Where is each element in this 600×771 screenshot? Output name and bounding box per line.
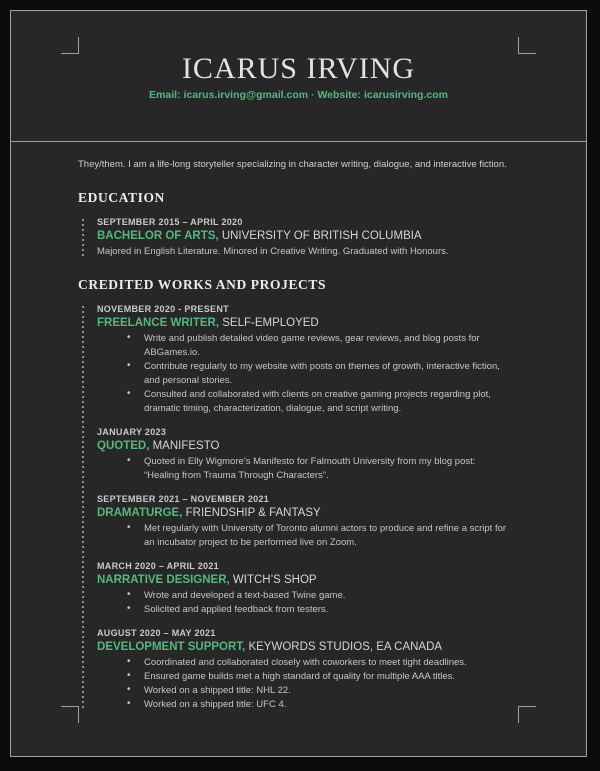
bullet-item: • Wrote and developed a text-based Twine game. [144, 589, 512, 603]
entry-role-line [97, 640, 536, 654]
resume-header [11, 11, 586, 142]
entry-role-line [97, 316, 536, 330]
bullet-item: • Met regularly with University of Toronto alumni actors to produce and refine a script for an incubator project to be performed live on Zoom. [144, 522, 512, 550]
entry-role-title: FREELANCE WRITER, [97, 317, 220, 329]
bullet-item: • Coordinated and collaborated closely with coworkers to meet tight deadlines. [144, 656, 512, 670]
contact-separator: · [311, 89, 315, 101]
entry-dates: JANUARY 2023 [97, 427, 167, 437]
entry-role-line [97, 439, 536, 453]
section-body-credited-works [82, 303, 536, 712]
entry-role-title: QUOTED, [97, 440, 150, 452]
bullet-list [97, 455, 536, 483]
entry-role-org: SELF-EMPLOYED [222, 317, 319, 329]
work-entry-development-support [97, 627, 536, 712]
website-label: Website: [317, 89, 362, 101]
entry-role-title: DEVELOPMENT SUPPORT, [97, 641, 246, 653]
entry-dates: MARCH 2020 – APRIL 2021 [97, 561, 219, 571]
entry-role-line [97, 506, 536, 520]
entry-dates: NOVEMBER 2020 - PRESENT [97, 304, 229, 314]
summary-text: They/them. I am a life-long storyteller specializing in character writing, dialogue, and interactive fiction. [78, 159, 507, 170]
website-link[interactable]: icarusirving.com [363, 89, 448, 101]
work-entry-freelance-writer [97, 303, 536, 416]
candidate-name: ICARUS IRVING [181, 52, 416, 85]
entry-role-org: UNIVERSITY OF BRITISH COLUMBIA [221, 230, 422, 242]
work-entry-quoted [97, 426, 536, 483]
bullet-list [97, 656, 536, 712]
entry-role-org: MANIFESTO [152, 440, 220, 452]
bullet-item: • Worked on a shipped title: NHL 22. [144, 684, 512, 698]
section-heading-credited-works: CREDITED WORKS AND PROJECTS [78, 277, 327, 292]
bullet-item: • Contribute regularly to my website with posts on themes of growth, interactive fiction, and personal stories. [144, 360, 512, 388]
work-entry-narrative-designer [97, 560, 536, 617]
bullet-list [97, 332, 536, 416]
entry-role-line [97, 573, 536, 587]
entry-role-title: NARRATIVE DESIGNER, [97, 574, 230, 586]
bullet-item: • Quoted in Elly Wigmore’s Manifesto for Falmouth University from my blog post: “Healing from Trauma Through Characters”. [144, 455, 512, 483]
contact-line [11, 89, 586, 101]
entry-dates: SEPTEMBER 2021 – NOVEMBER 2021 [97, 494, 270, 504]
resume-body [78, 142, 536, 712]
email-label: Email: [149, 89, 181, 101]
entry-role-title: BACHELOR OF ARTS, [97, 230, 219, 242]
bullet-list [97, 522, 536, 550]
entry-role-org: WITCH’S SHOP [232, 574, 317, 586]
bullet-item: • Consulted and collaborated with clients on creative gaming projects regarding plot, dramatic timing, characterization, dialogue, and script writing. [144, 388, 512, 416]
entry-role-title: DRAMATURGE, [97, 507, 183, 519]
entry-dates: AUGUST 2020 – MAY 2021 [97, 628, 216, 638]
bullet-item: • Solicited and applied feedback from testers. [144, 603, 512, 617]
email-link[interactable]: icarus.irving@gmail.com [183, 89, 309, 101]
entry-dates: SEPTEMBER 2015 – APRIL 2020 [97, 217, 243, 227]
entry-role-org: KEYWORDS STUDIOS, EA CANADA [248, 641, 443, 653]
entry-role-line [97, 229, 536, 243]
entry-role-org: FRIENDSHIP & FANTASY [185, 507, 321, 519]
section-heading-education: EDUCATION [78, 190, 165, 205]
bullet-item: • Worked on a shipped title: UFC 4. [144, 698, 512, 712]
bullet-list [97, 589, 536, 617]
resume-page [10, 10, 587, 757]
bullet-item: • Write and publish detailed video game reviews, gear reviews, and blog posts for ABGames.io. [144, 332, 512, 360]
work-entry-dramaturge [97, 493, 536, 550]
section-body-education [82, 216, 536, 258]
bullet-item: • Ensured game builds met a high standard of quality for multiple AAA titles. [144, 670, 512, 684]
entry-description: Majored in English Literature. Minored in Creative Writing. Graduated with Honours. [97, 246, 449, 257]
education-entry [97, 216, 536, 258]
corner-mark-bottom-left-icon [61, 706, 79, 723]
